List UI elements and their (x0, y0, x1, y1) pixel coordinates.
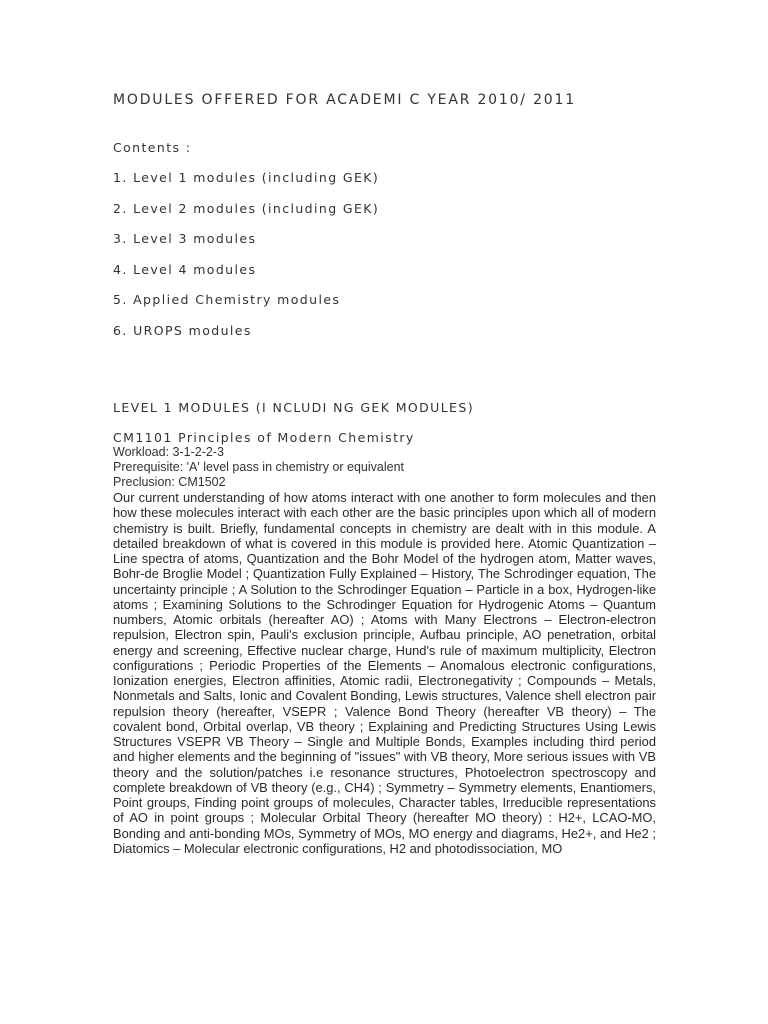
module-workload: Workload: 3-1-2-2-3 (113, 445, 224, 459)
table-of-contents (113, 170, 379, 353)
module-preclusion: Preclusion: CM1502 (113, 475, 226, 490)
toc-item: 1. Level 1 modules (including GEK) (113, 170, 380, 185)
document-title: MODULES OFFERED FOR ACADEMI C YEAR 2010/ 2011 (113, 92, 576, 108)
module-description: Our current understanding of how atoms interact with one another to form molecules and then how these molecules interact with each other are the basic principles upon which all of modern chemistry is built. Briefly, fundamental concepts in chemistry are dealt with in this module. A detailed breakdown of what is covered in this module is provided here. Atomic Quantization – Line spectra of atoms, Quantization and the Bohr Model of the hydrogen atom, Matter waves, Bohr-de Broglie Model ; Quantization Fully Explained – History, The Schrodinger equation, The uncertainty principle ; A Solution to the Schrodinger Equation – Particle in a box, Hydrogen-like atoms ; Examining Solutions to the Schrodinger Equation for Hydrogenic Atoms – Quantum numbers, Atomic orbitals (hereafter AO) ; Atoms with Many Electrons – Electron-electron repulsion, Electron spin, Pauli's exclusion principle, Aufbau principle, AO penetration, orbital energy and screening, Effective nuclear charge, Hund's rule of maximum multiplicity, Electron configurations ; Periodic Properties of the Elements – Anomalous electronic configurations, Ionization energies, Electron affinities, Atomic radii, Electronegativity ; Compounds – Metals, Nonmetals and Salts, Ionic and Covalent Bonding, Lewis structures, Valence shell electron pair repulsion theory (hereafter, VSEPR ; Valence Bond Theory (hereafter VB theory) – The covalent bond, Orbital overlap, VB theory ; Explaining and Predicting Structures Using Lewis Structures VSEPR VB Theory – Single and Multiple Bonds, Examples including third period and higher elements and the beginning of "issues" with VB theory, More serious issues with VB theory and the solution/patches i.e resonance structures, Photoelectron spectroscopy and complete breakdown of VB theory (e.g., CH4) ; Symmetry – Symmetry elements, Enantiomers, Point groups, Finding point groups of molecules, Character tables, Irreducible representations of AO in point groups ; Molecular Orbital Theory (hereafter MO theory) : H2+, LCAO-MO, Bonding and anti-bonding MOs, Symmetry of MOs, MO energy and diagrams, He2+, and He2 ; Diatomics – Molecular electronic configurations, H2 and photodissociation, MO (113, 490, 656, 856)
toc-item: 4. Level 4 modules (113, 261, 257, 277)
module-meta (113, 445, 404, 491)
module-title: CM1101 Principles of Modern Chemistry (113, 430, 415, 445)
toc-item: 6. UROPS modules (113, 322, 252, 338)
contents-label: Contents : (113, 140, 192, 155)
section-heading: LEVEL 1 MODULES (I NCLUDI NG GEK MODULES) (113, 400, 474, 415)
toc-item: 2. Level 2 modules (including GEK) (113, 200, 380, 216)
toc-item: 5. Applied Chemistry modules (113, 292, 341, 307)
toc-item: 3. Level 3 modules (113, 231, 257, 246)
module-prerequisite: Prerequisite: 'A' level pass in chemistry or equivalent (113, 460, 405, 475)
